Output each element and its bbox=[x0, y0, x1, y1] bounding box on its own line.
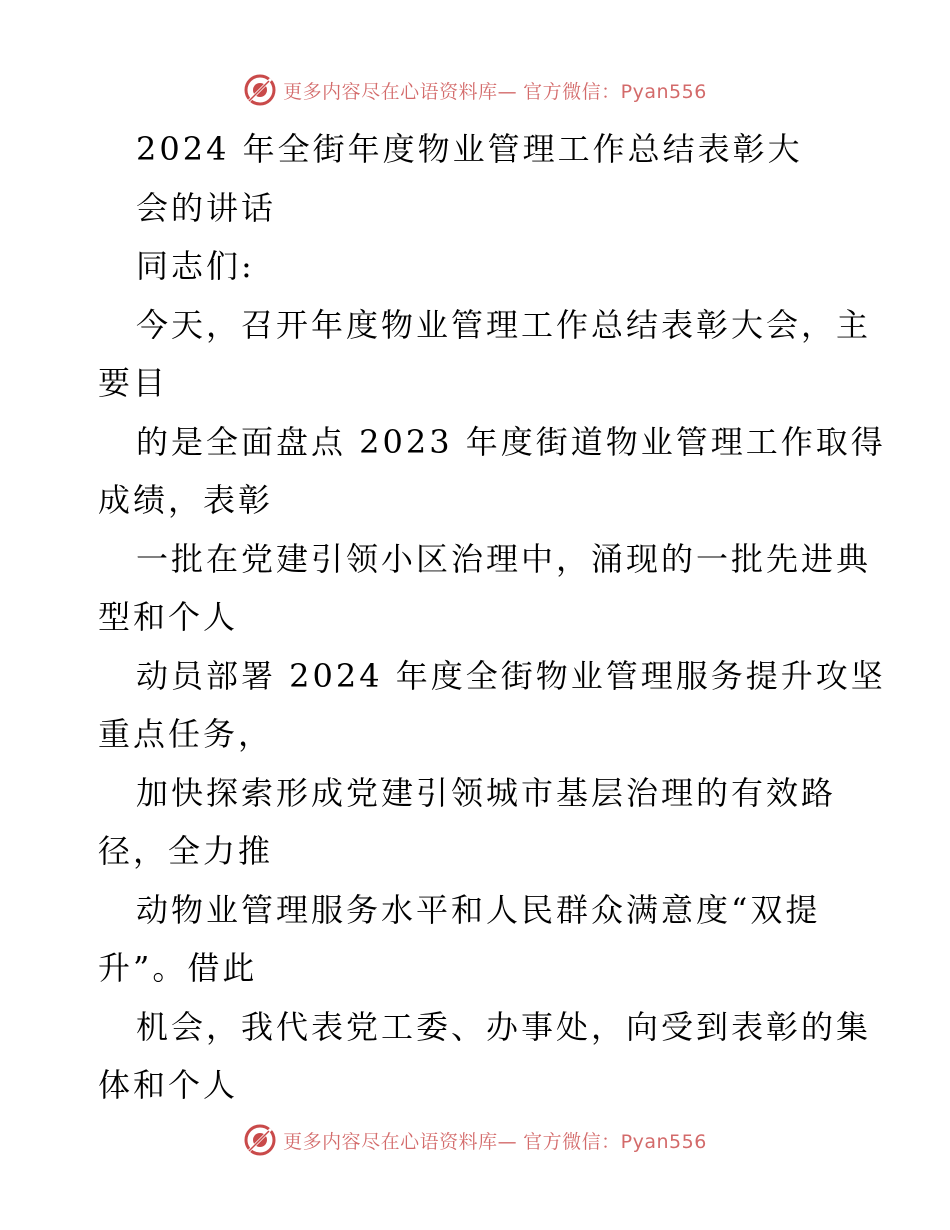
watermark-text: 更多内容尽在心语资料库— bbox=[283, 1130, 518, 1153]
document-line: 成绩，表彰 bbox=[98, 481, 274, 519]
quill-logo-icon bbox=[243, 1123, 277, 1157]
watermark-text: 更多内容尽在心语资料库— bbox=[283, 80, 518, 103]
document-line: 会的讲话 bbox=[136, 188, 277, 227]
watermark-contact: 官方微信：Pyan556 bbox=[523, 80, 707, 103]
document-line: 一批在党建引领小区治理中，涌现的一批先进典 bbox=[136, 539, 872, 578]
document-line: 体和个人 bbox=[98, 1066, 239, 1104]
document-line: 重点任务， bbox=[98, 715, 274, 753]
document-line: 型和个人 bbox=[98, 598, 239, 636]
quill-logo-icon bbox=[243, 73, 277, 107]
watermark-header bbox=[0, 70, 950, 110]
document-line: 的是全面盘点 2023 年度街道物业管理工作取得 bbox=[136, 422, 886, 461]
document-line: 加快探索形成党建引领城市基层治理的有效路 bbox=[136, 773, 837, 812]
watermark-footer bbox=[0, 1120, 950, 1160]
document-line: 今天，召开年度物业管理工作总结表彰大会，主 bbox=[136, 305, 872, 344]
document-line: 径，全力推 bbox=[98, 832, 274, 870]
document-line: 2024 年全街年度物业管理工作总结表彰大 bbox=[136, 130, 803, 168]
document-line: 动物业管理服务水平和人民群众满意度“双提 bbox=[136, 890, 821, 929]
document-line: 同志们: bbox=[136, 247, 255, 285]
document-line: 要目 bbox=[98, 364, 169, 402]
document-line: 升”。借此 bbox=[98, 949, 258, 987]
document-body bbox=[98, 120, 886, 1115]
watermark-contact: 官方微信：Pyan556 bbox=[523, 1130, 707, 1153]
document-line: 机会，我代表党工委、办事处，向受到表彰的集 bbox=[136, 1007, 872, 1046]
document-line: 动员部署 2024 年度全街物业管理服务提升攻坚 bbox=[136, 656, 886, 695]
